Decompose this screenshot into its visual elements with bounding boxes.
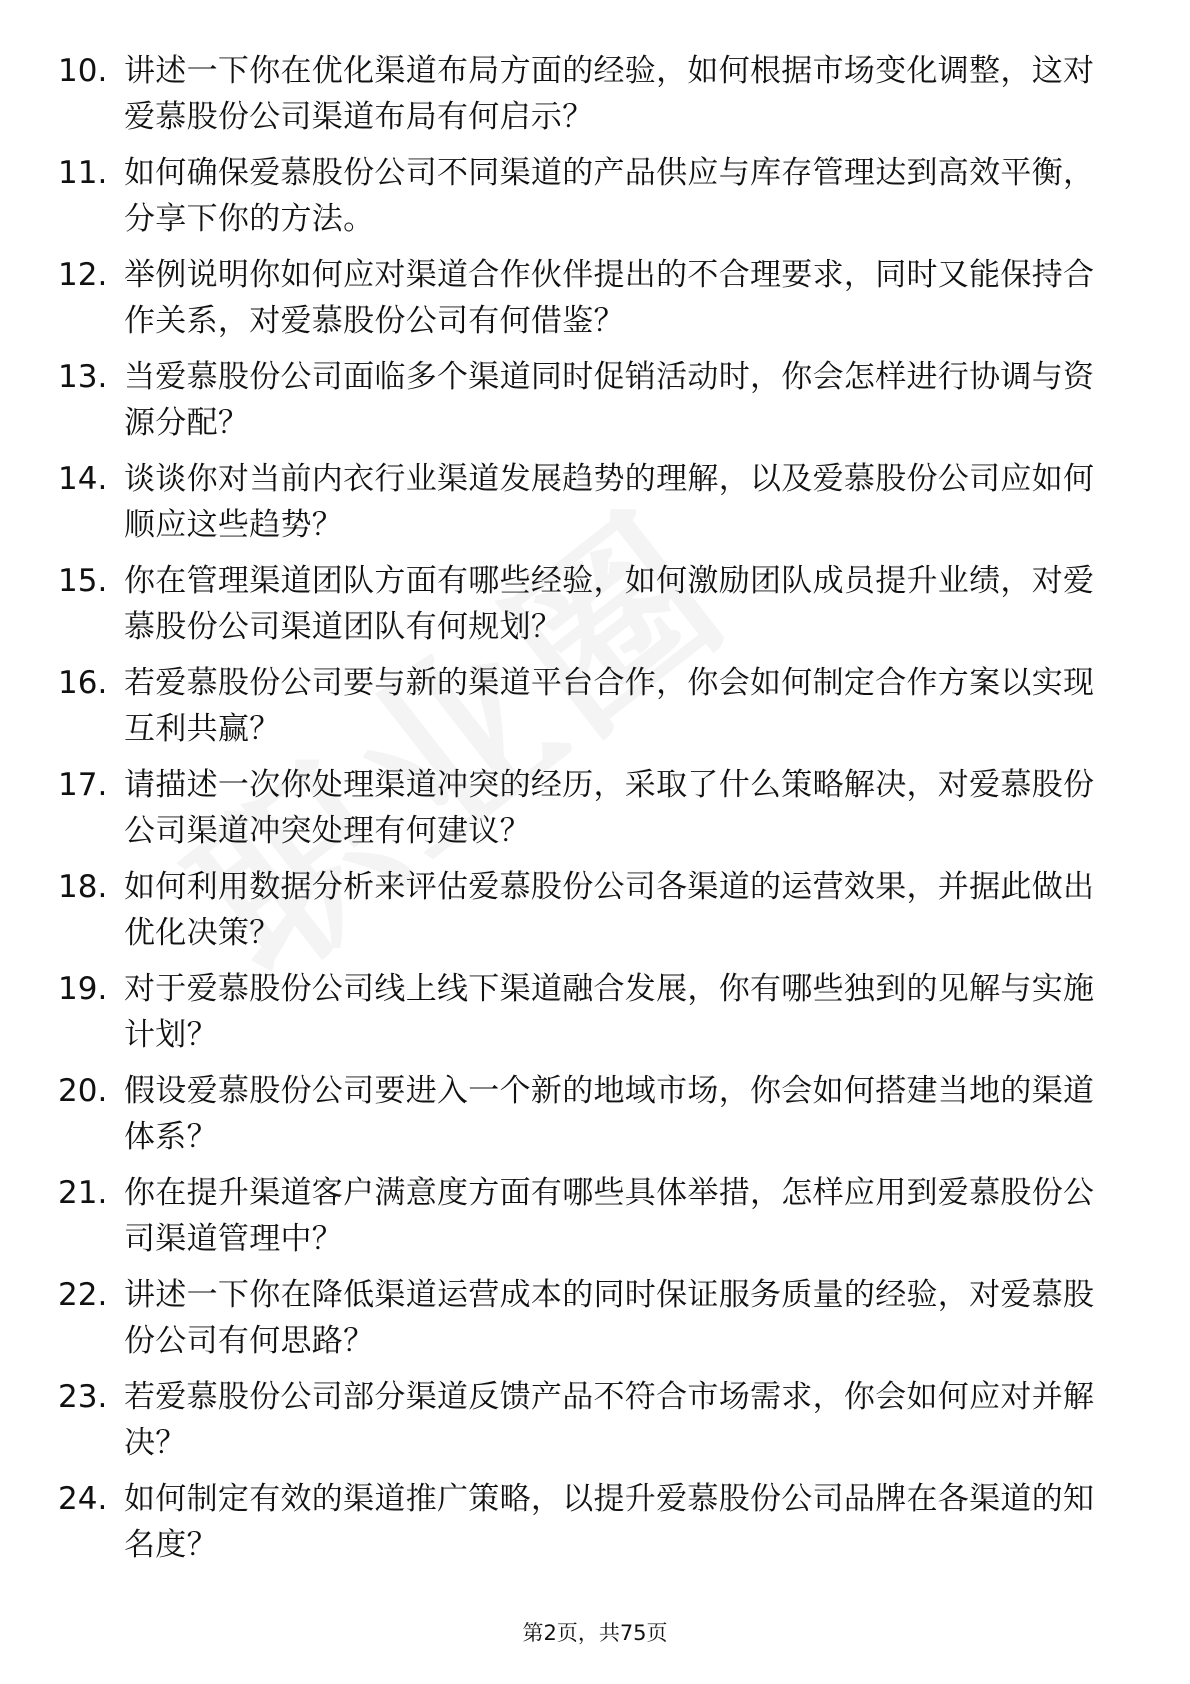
- question-number: 12.: [58, 257, 108, 293]
- question-item: [0, 1476, 1190, 1578]
- question-item: [0, 558, 1190, 660]
- question-number: 21.: [58, 1175, 108, 1211]
- question-number: 16.: [58, 665, 108, 701]
- question-number: 24.: [58, 1481, 108, 1517]
- question-item: [0, 252, 1190, 354]
- question-number: 19.: [58, 971, 108, 1007]
- question-item: [0, 762, 1190, 864]
- question-number: 23.: [58, 1379, 108, 1415]
- question-text: 你在提升渠道客户满意度方面有哪些具体举措，怎样应用到爱慕股份公司渠道管理中？: [124, 1175, 1095, 1257]
- question-item: [0, 1170, 1190, 1272]
- question-number: 15.: [58, 563, 108, 599]
- question-number: 18.: [58, 869, 108, 905]
- question-number: 17.: [58, 767, 108, 803]
- question-text: 举例说明你如何应对渠道合作伙伴提出的不合理要求，同时又能保持合作关系，对爱慕股份公司有何借鉴？: [124, 257, 1095, 339]
- question-text: 对于爱慕股份公司线上线下渠道融合发展，你有哪些独到的见解与实施计划？: [124, 971, 1095, 1053]
- question-number: 10.: [58, 53, 108, 89]
- question-text: 你在管理渠道团队方面有哪些经验，如何激励团队成员提升业绩，对爱慕股份公司渠道团队有何规划？: [124, 563, 1095, 645]
- question-item: [0, 456, 1190, 558]
- question-text: 讲述一下你在优化渠道布局方面的经验，如何根据市场变化调整，这对爱慕股份公司渠道布局有何启示？: [124, 53, 1095, 135]
- question-text: 假设爱慕股份公司要进入一个新的地域市场，你会如何搭建当地的渠道体系？: [124, 1073, 1095, 1155]
- question-list: [0, 48, 1190, 1578]
- question-item: [0, 1068, 1190, 1170]
- question-text: 讲述一下你在降低渠道运营成本的同时保证服务质量的经验，对爱慕股份公司有何思路？: [124, 1277, 1095, 1359]
- question-item: [0, 48, 1190, 150]
- question-text: 若爱慕股份公司要与新的渠道平台合作，你会如何制定合作方案以实现互利共赢？: [124, 665, 1095, 747]
- question-item: [0, 864, 1190, 966]
- question-text: 如何制定有效的渠道推广策略，以提升爱慕股份公司品牌在各渠道的知名度？: [124, 1481, 1095, 1563]
- question-number: 11.: [58, 155, 108, 191]
- question-number: 22.: [58, 1277, 108, 1313]
- question-item: [0, 150, 1190, 252]
- question-text: 当爱慕股份公司面临多个渠道同时促销活动时，你会怎样进行协调与资源分配？: [124, 359, 1095, 441]
- question-item: [0, 354, 1190, 456]
- question-text: 如何确保爱慕股份公司不同渠道的产品供应与库存管理达到高效平衡，分享下你的方法。: [124, 155, 1095, 237]
- question-item: [0, 1272, 1190, 1374]
- question-text: 谈谈你对当前内衣行业渠道发展趋势的理解，以及爱慕股份公司应如何顺应这些趋势？: [124, 461, 1095, 543]
- question-text: 如何利用数据分析来评估爱慕股份公司各渠道的运营效果，并据此做出优化决策？: [124, 869, 1095, 951]
- question-text: 请描述一次你处理渠道冲突的经历，采取了什么策略解决，对爱慕股份公司渠道冲突处理有何建议？: [124, 767, 1095, 849]
- question-number: 20.: [58, 1073, 108, 1109]
- question-item: [0, 1374, 1190, 1476]
- question-item: [0, 660, 1190, 762]
- page-footer: 第2页，共75页: [522, 1621, 668, 1645]
- question-text: 若爱慕股份公司部分渠道反馈产品不符合市场需求，你会如何应对并解决？: [124, 1379, 1095, 1461]
- question-number: 14.: [58, 461, 108, 497]
- question-number: 13.: [58, 359, 108, 395]
- question-item: [0, 966, 1190, 1068]
